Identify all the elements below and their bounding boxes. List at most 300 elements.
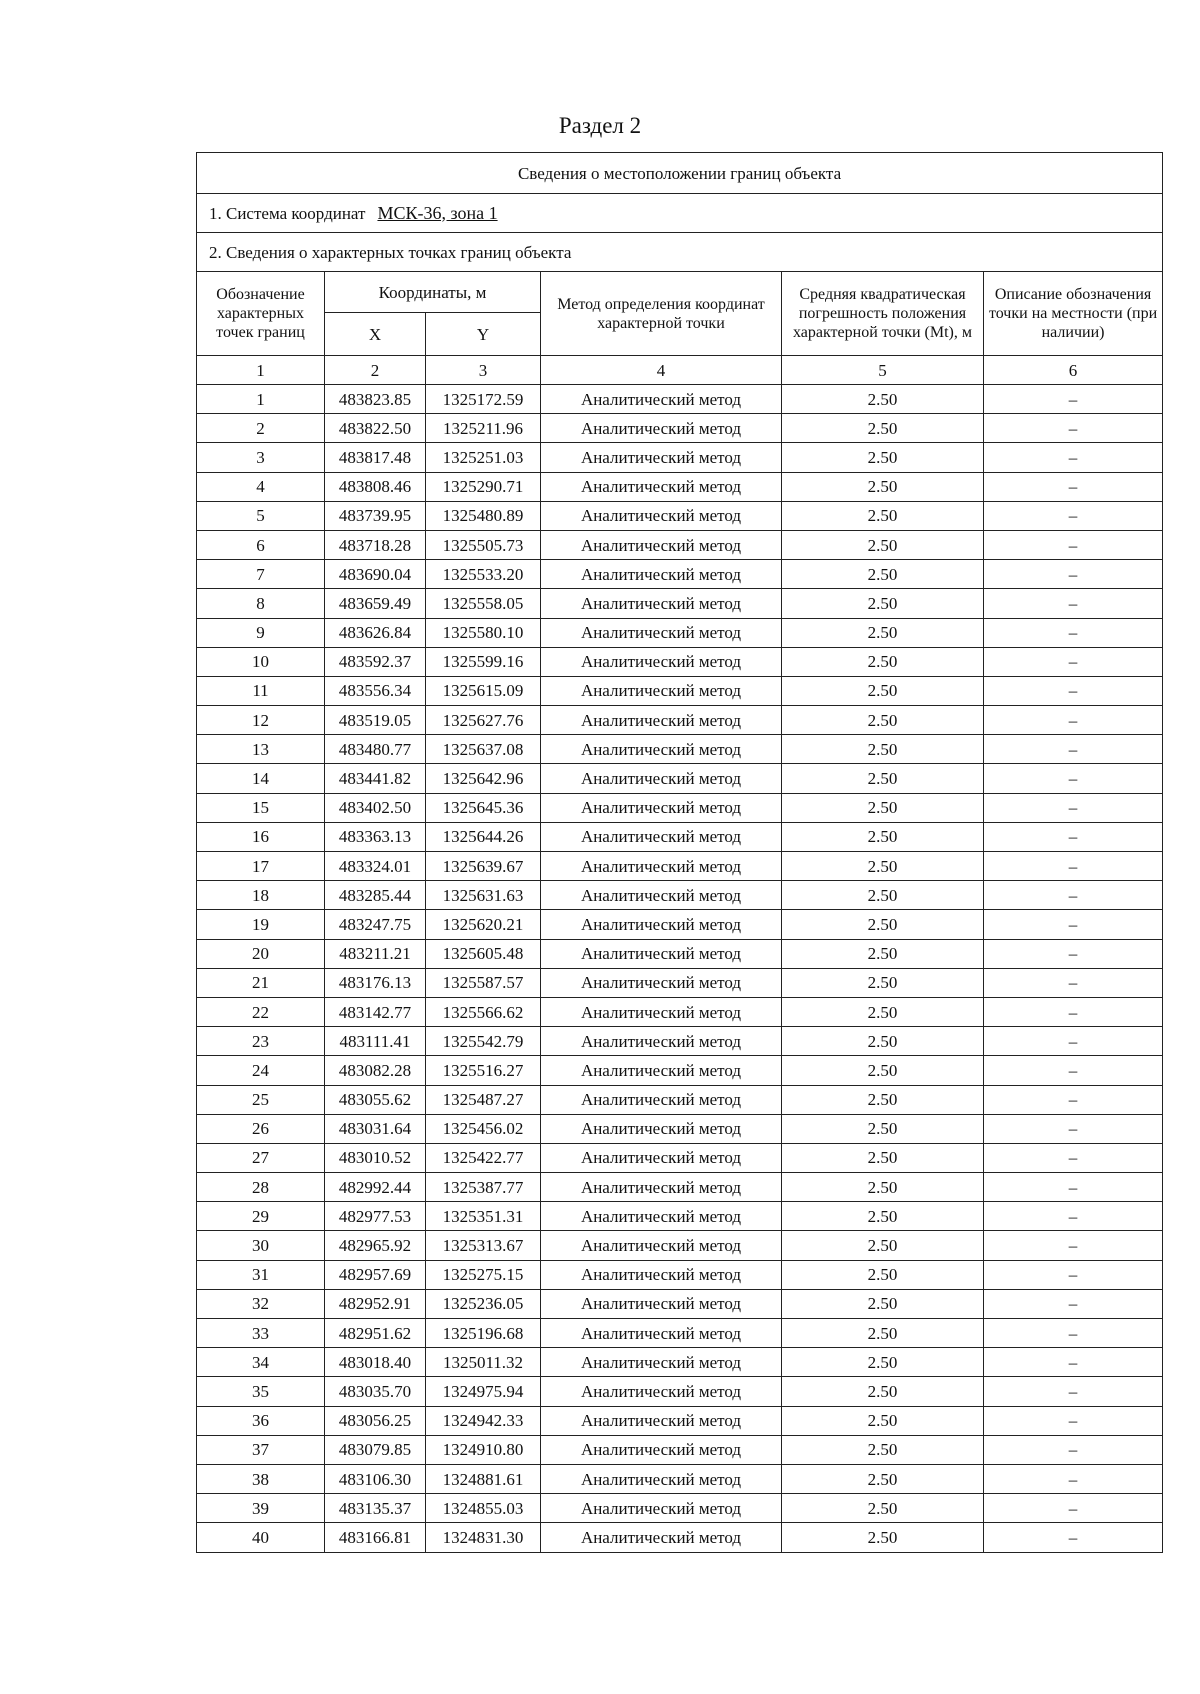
- table-row: [197, 1114, 1163, 1143]
- table-row: [197, 1435, 1163, 1464]
- y-coordinate-cell: 1325275.15: [426, 1260, 541, 1289]
- point-number-cell: 22: [197, 997, 325, 1026]
- method-cell: Аналитический метод: [541, 764, 782, 793]
- description-cell: –: [984, 910, 1163, 939]
- accuracy-cell: 2.50: [782, 706, 984, 735]
- accuracy-cell: 2.50: [782, 764, 984, 793]
- description-cell: –: [984, 1348, 1163, 1377]
- x-coordinate-cell: 483018.40: [325, 1348, 426, 1377]
- x-coordinate-cell: 483010.52: [325, 1143, 426, 1172]
- accuracy-cell: 2.50: [782, 1114, 984, 1143]
- header-method: Метод определения координат характерной точки: [541, 272, 782, 356]
- x-coordinate-cell: 483082.28: [325, 1056, 426, 1085]
- y-coordinate-cell: 1325637.08: [426, 735, 541, 764]
- table-row: [197, 939, 1163, 968]
- point-number-cell: 32: [197, 1289, 325, 1318]
- accuracy-cell: 2.50: [782, 1406, 984, 1435]
- method-cell: Аналитический метод: [541, 1289, 782, 1318]
- table-row: [197, 443, 1163, 472]
- point-number-cell: 18: [197, 881, 325, 910]
- coordinate-system-label: 1. Система координат: [209, 203, 366, 223]
- x-coordinate-cell: 482952.91: [325, 1289, 426, 1318]
- point-number-cell: 15: [197, 793, 325, 822]
- description-cell: –: [984, 1173, 1163, 1202]
- point-number-cell: 11: [197, 676, 325, 705]
- accuracy-cell: 2.50: [782, 1202, 984, 1231]
- x-coordinate-cell: 483823.85: [325, 385, 426, 414]
- accuracy-cell: 2.50: [782, 1348, 984, 1377]
- description-cell: –: [984, 1406, 1163, 1435]
- y-coordinate-cell: 1325587.57: [426, 968, 541, 997]
- header-y: Y: [426, 313, 541, 356]
- x-coordinate-cell: 483055.62: [325, 1085, 426, 1114]
- x-coordinate-cell: 483056.25: [325, 1406, 426, 1435]
- method-cell: Аналитический метод: [541, 1260, 782, 1289]
- point-number-cell: 34: [197, 1348, 325, 1377]
- x-coordinate-cell: 483626.84: [325, 618, 426, 647]
- y-coordinate-cell: 1325558.05: [426, 589, 541, 618]
- point-number-cell: 16: [197, 822, 325, 851]
- table-row: [197, 647, 1163, 676]
- header-coords: Координаты, м: [325, 272, 541, 313]
- y-coordinate-cell: 1325251.03: [426, 443, 541, 472]
- description-cell: –: [984, 647, 1163, 676]
- y-coordinate-cell: 1325236.05: [426, 1289, 541, 1318]
- x-coordinate-cell: 482957.69: [325, 1260, 426, 1289]
- table-row: [197, 822, 1163, 851]
- table-row: [197, 1027, 1163, 1056]
- point-number-cell: 7: [197, 560, 325, 589]
- x-coordinate-cell: 483166.81: [325, 1523, 426, 1552]
- description-cell: –: [984, 1319, 1163, 1348]
- column-number-cell: 4: [541, 356, 782, 385]
- method-cell: Аналитический метод: [541, 706, 782, 735]
- method-cell: Аналитический метод: [541, 735, 782, 764]
- y-coordinate-cell: 1325456.02: [426, 1114, 541, 1143]
- y-coordinate-cell: 1325505.73: [426, 530, 541, 559]
- point-number-cell: 8: [197, 589, 325, 618]
- accuracy-cell: 2.50: [782, 997, 984, 1026]
- accuracy-cell: 2.50: [782, 910, 984, 939]
- method-cell: Аналитический метод: [541, 1435, 782, 1464]
- y-coordinate-cell: 1325313.67: [426, 1231, 541, 1260]
- x-coordinate-cell: 483718.28: [325, 530, 426, 559]
- x-coordinate-cell: 483556.34: [325, 676, 426, 705]
- y-coordinate-cell: 1325387.77: [426, 1173, 541, 1202]
- table-row: [197, 968, 1163, 997]
- x-coordinate-cell: 482977.53: [325, 1202, 426, 1231]
- point-number-cell: 21: [197, 968, 325, 997]
- point-number-cell: 4: [197, 472, 325, 501]
- point-number-cell: 12: [197, 706, 325, 735]
- method-cell: Аналитический метод: [541, 793, 782, 822]
- accuracy-cell: 2.50: [782, 414, 984, 443]
- point-number-cell: 17: [197, 852, 325, 881]
- description-cell: –: [984, 618, 1163, 647]
- point-number-cell: 36: [197, 1406, 325, 1435]
- description-cell: –: [984, 676, 1163, 705]
- description-cell: –: [984, 793, 1163, 822]
- x-coordinate-cell: 483441.82: [325, 764, 426, 793]
- description-cell: –: [984, 1377, 1163, 1406]
- method-cell: Аналитический метод: [541, 1056, 782, 1085]
- x-coordinate-cell: 483247.75: [325, 910, 426, 939]
- y-coordinate-cell: 1325290.71: [426, 472, 541, 501]
- accuracy-cell: 2.50: [782, 1377, 984, 1406]
- x-coordinate-cell: 483211.21: [325, 939, 426, 968]
- point-number-cell: 10: [197, 647, 325, 676]
- point-number-cell: 13: [197, 735, 325, 764]
- accuracy-cell: 2.50: [782, 618, 984, 647]
- x-coordinate-cell: 482992.44: [325, 1173, 426, 1202]
- y-coordinate-cell: 1324881.61: [426, 1464, 541, 1493]
- accuracy-cell: 2.50: [782, 1085, 984, 1114]
- accuracy-cell: 2.50: [782, 968, 984, 997]
- table-row: [197, 1348, 1163, 1377]
- point-number-cell: 5: [197, 501, 325, 530]
- table-row: [197, 1319, 1163, 1348]
- point-number-cell: 38: [197, 1464, 325, 1493]
- y-coordinate-cell: 1324910.80: [426, 1435, 541, 1464]
- accuracy-cell: 2.50: [782, 560, 984, 589]
- method-cell: Аналитический метод: [541, 618, 782, 647]
- point-number-cell: 31: [197, 1260, 325, 1289]
- y-coordinate-cell: 1325639.67: [426, 852, 541, 881]
- accuracy-cell: 2.50: [782, 589, 984, 618]
- y-coordinate-cell: 1325172.59: [426, 385, 541, 414]
- description-cell: –: [984, 997, 1163, 1026]
- x-coordinate-cell: 483031.64: [325, 1114, 426, 1143]
- description-cell: –: [984, 1435, 1163, 1464]
- description-cell: –: [984, 385, 1163, 414]
- header-description: Описание обозначения точки на местности (при наличии): [984, 272, 1163, 356]
- table-row: [197, 735, 1163, 764]
- description-cell: –: [984, 1202, 1163, 1231]
- y-coordinate-cell: 1325631.63: [426, 881, 541, 910]
- table-row: [197, 1173, 1163, 1202]
- accuracy-cell: 2.50: [782, 1289, 984, 1318]
- x-coordinate-cell: 483402.50: [325, 793, 426, 822]
- description-cell: –: [984, 1085, 1163, 1114]
- y-coordinate-cell: 1325605.48: [426, 939, 541, 968]
- x-coordinate-cell: 483808.46: [325, 472, 426, 501]
- accuracy-cell: 2.50: [782, 822, 984, 851]
- accuracy-cell: 2.50: [782, 1231, 984, 1260]
- method-cell: Аналитический метод: [541, 910, 782, 939]
- y-coordinate-cell: 1325599.16: [426, 647, 541, 676]
- table-row: [197, 1289, 1163, 1318]
- table-row: [197, 881, 1163, 910]
- accuracy-cell: 2.50: [782, 1027, 984, 1056]
- point-number-cell: 40: [197, 1523, 325, 1552]
- table-row: [197, 1085, 1163, 1114]
- point-number-cell: 14: [197, 764, 325, 793]
- table-row: [197, 1406, 1163, 1435]
- point-number-cell: 28: [197, 1173, 325, 1202]
- method-cell: Аналитический метод: [541, 968, 782, 997]
- x-coordinate-cell: 483822.50: [325, 414, 426, 443]
- x-coordinate-cell: 483106.30: [325, 1464, 426, 1493]
- description-cell: –: [984, 472, 1163, 501]
- point-number-cell: 25: [197, 1085, 325, 1114]
- x-coordinate-cell: 483142.77: [325, 997, 426, 1026]
- accuracy-cell: 2.50: [782, 1435, 984, 1464]
- x-coordinate-cell: 483111.41: [325, 1027, 426, 1056]
- y-coordinate-cell: 1325566.62: [426, 997, 541, 1026]
- accuracy-cell: 2.50: [782, 852, 984, 881]
- description-cell: –: [984, 1231, 1163, 1260]
- accuracy-cell: 2.50: [782, 385, 984, 414]
- point-number-cell: 37: [197, 1435, 325, 1464]
- accuracy-cell: 2.50: [782, 647, 984, 676]
- x-coordinate-cell: 483690.04: [325, 560, 426, 589]
- accuracy-cell: 2.50: [782, 443, 984, 472]
- table-row: [197, 1523, 1163, 1552]
- x-coordinate-cell: 483285.44: [325, 881, 426, 910]
- method-cell: Аналитический метод: [541, 530, 782, 559]
- method-cell: Аналитический метод: [541, 822, 782, 851]
- point-number-cell: 35: [197, 1377, 325, 1406]
- point-number-cell: 6: [197, 530, 325, 559]
- accuracy-cell: 2.50: [782, 1173, 984, 1202]
- accuracy-cell: 2.50: [782, 735, 984, 764]
- accuracy-cell: 2.50: [782, 1260, 984, 1289]
- y-coordinate-cell: 1324831.30: [426, 1523, 541, 1552]
- point-number-cell: 2: [197, 414, 325, 443]
- method-cell: Аналитический метод: [541, 1464, 782, 1493]
- x-coordinate-cell: 483079.85: [325, 1435, 426, 1464]
- boundary-points-table: [196, 152, 1163, 1553]
- accuracy-cell: 2.50: [782, 676, 984, 705]
- y-coordinate-cell: 1325351.31: [426, 1202, 541, 1231]
- x-coordinate-cell: 483324.01: [325, 852, 426, 881]
- method-cell: Аналитический метод: [541, 1319, 782, 1348]
- table-row: [197, 1231, 1163, 1260]
- description-cell: –: [984, 1143, 1163, 1172]
- column-number-cell: 2: [325, 356, 426, 385]
- table-row: [197, 1377, 1163, 1406]
- points-heading: 2. Сведения о характерных точках границ объекта: [197, 233, 1163, 272]
- description-cell: –: [984, 939, 1163, 968]
- table-row: [197, 997, 1163, 1026]
- accuracy-cell: 2.50: [782, 1464, 984, 1493]
- coordinate-system-value: МСК-36, зона 1: [377, 202, 498, 223]
- accuracy-cell: 2.50: [782, 1319, 984, 1348]
- table-row: [197, 1056, 1163, 1085]
- table-row: [197, 1202, 1163, 1231]
- y-coordinate-cell: 1325011.32: [426, 1348, 541, 1377]
- x-coordinate-cell: 483519.05: [325, 706, 426, 735]
- description-cell: –: [984, 1289, 1163, 1318]
- point-number-cell: 23: [197, 1027, 325, 1056]
- point-number-cell: 9: [197, 618, 325, 647]
- method-cell: Аналитический метод: [541, 472, 782, 501]
- table-row: [197, 501, 1163, 530]
- x-coordinate-cell: 483176.13: [325, 968, 426, 997]
- y-coordinate-cell: 1325644.26: [426, 822, 541, 851]
- accuracy-cell: 2.50: [782, 1494, 984, 1523]
- description-cell: –: [984, 1027, 1163, 1056]
- description-cell: –: [984, 560, 1163, 589]
- method-cell: Аналитический метод: [541, 501, 782, 530]
- table-row: [197, 676, 1163, 705]
- accuracy-cell: 2.50: [782, 793, 984, 822]
- description-cell: –: [984, 852, 1163, 881]
- description-cell: –: [984, 414, 1163, 443]
- x-coordinate-cell: 483739.95: [325, 501, 426, 530]
- column-number-cell: 3: [426, 356, 541, 385]
- y-coordinate-cell: 1325642.96: [426, 764, 541, 793]
- y-coordinate-cell: 1325620.21: [426, 910, 541, 939]
- description-cell: –: [984, 1114, 1163, 1143]
- y-coordinate-cell: 1325627.76: [426, 706, 541, 735]
- section-title: Раздел 2: [558, 113, 642, 138]
- description-cell: –: [984, 1464, 1163, 1493]
- y-coordinate-cell: 1325422.77: [426, 1143, 541, 1172]
- accuracy-cell: 2.50: [782, 1143, 984, 1172]
- accuracy-cell: 2.50: [782, 881, 984, 910]
- accuracy-cell: 2.50: [782, 1523, 984, 1552]
- method-cell: Аналитический метод: [541, 414, 782, 443]
- x-coordinate-cell: 483135.37: [325, 1494, 426, 1523]
- method-cell: Аналитический метод: [541, 676, 782, 705]
- point-number-cell: 20: [197, 939, 325, 968]
- description-cell: –: [984, 443, 1163, 472]
- method-cell: Аналитический метод: [541, 443, 782, 472]
- table-row: [197, 910, 1163, 939]
- x-coordinate-cell: 483035.70: [325, 1377, 426, 1406]
- x-coordinate-cell: 483480.77: [325, 735, 426, 764]
- accuracy-cell: 2.50: [782, 1056, 984, 1085]
- table-row: [197, 764, 1163, 793]
- point-number-cell: 26: [197, 1114, 325, 1143]
- method-cell: Аналитический метод: [541, 1114, 782, 1143]
- method-cell: Аналитический метод: [541, 1143, 782, 1172]
- accuracy-cell: 2.50: [782, 530, 984, 559]
- description-cell: –: [984, 968, 1163, 997]
- method-cell: Аналитический метод: [541, 997, 782, 1026]
- x-coordinate-cell: 483659.49: [325, 589, 426, 618]
- method-cell: Аналитический метод: [541, 589, 782, 618]
- y-coordinate-cell: 1325211.96: [426, 414, 541, 443]
- point-number-cell: 3: [197, 443, 325, 472]
- header-x: X: [325, 313, 426, 356]
- description-cell: –: [984, 706, 1163, 735]
- y-coordinate-cell: 1325480.89: [426, 501, 541, 530]
- x-coordinate-cell: 482951.62: [325, 1319, 426, 1348]
- accuracy-cell: 2.50: [782, 939, 984, 968]
- x-coordinate-cell: 482965.92: [325, 1231, 426, 1260]
- x-coordinate-cell: 483817.48: [325, 443, 426, 472]
- table-row: [197, 852, 1163, 881]
- point-number-cell: 1: [197, 385, 325, 414]
- description-cell: –: [984, 1260, 1163, 1289]
- coordinate-system-row: [197, 194, 1163, 233]
- method-cell: Аналитический метод: [541, 647, 782, 676]
- table-row: [197, 618, 1163, 647]
- column-number-cell: 5: [782, 356, 984, 385]
- x-coordinate-cell: 483363.13: [325, 822, 426, 851]
- table-row: [197, 560, 1163, 589]
- point-number-cell: 33: [197, 1319, 325, 1348]
- method-cell: Аналитический метод: [541, 1202, 782, 1231]
- header-point: Обозначение характерных точек границ: [197, 272, 325, 356]
- y-coordinate-cell: 1325516.27: [426, 1056, 541, 1085]
- table-row: [197, 589, 1163, 618]
- table-row: [197, 793, 1163, 822]
- y-coordinate-cell: 1324855.03: [426, 1494, 541, 1523]
- column-number-cell: 6: [984, 356, 1163, 385]
- x-coordinate-cell: 483592.37: [325, 647, 426, 676]
- description-cell: –: [984, 1056, 1163, 1085]
- point-number-cell: 27: [197, 1143, 325, 1172]
- method-cell: Аналитический метод: [541, 881, 782, 910]
- y-coordinate-cell: 1325533.20: [426, 560, 541, 589]
- method-cell: Аналитический метод: [541, 939, 782, 968]
- description-cell: –: [984, 881, 1163, 910]
- table-row: [197, 1464, 1163, 1493]
- point-number-cell: 29: [197, 1202, 325, 1231]
- description-cell: –: [984, 735, 1163, 764]
- column-numbers-row: [197, 356, 1163, 385]
- column-number-cell: 1: [197, 356, 325, 385]
- method-cell: Аналитический метод: [541, 1494, 782, 1523]
- y-coordinate-cell: 1325580.10: [426, 618, 541, 647]
- table-row: [197, 1143, 1163, 1172]
- point-number-cell: 19: [197, 910, 325, 939]
- method-cell: Аналитический метод: [541, 852, 782, 881]
- method-cell: Аналитический метод: [541, 1027, 782, 1056]
- description-cell: –: [984, 530, 1163, 559]
- description-cell: –: [984, 1523, 1163, 1552]
- method-cell: Аналитический метод: [541, 1377, 782, 1406]
- point-number-cell: 30: [197, 1231, 325, 1260]
- accuracy-cell: 2.50: [782, 501, 984, 530]
- y-coordinate-cell: 1325615.09: [426, 676, 541, 705]
- y-coordinate-cell: 1325196.68: [426, 1319, 541, 1348]
- y-coordinate-cell: 1324975.94: [426, 1377, 541, 1406]
- point-number-cell: 24: [197, 1056, 325, 1085]
- method-cell: Аналитический метод: [541, 1173, 782, 1202]
- description-cell: –: [984, 764, 1163, 793]
- point-number-cell: 39: [197, 1494, 325, 1523]
- table-row: [197, 414, 1163, 443]
- description-cell: –: [984, 1494, 1163, 1523]
- method-cell: Аналитический метод: [541, 560, 782, 589]
- y-coordinate-cell: 1325487.27: [426, 1085, 541, 1114]
- method-cell: Аналитический метод: [541, 385, 782, 414]
- description-cell: –: [984, 501, 1163, 530]
- table-row: [197, 706, 1163, 735]
- description-cell: –: [984, 589, 1163, 618]
- table-row: [197, 1494, 1163, 1523]
- y-coordinate-cell: 1325645.36: [426, 793, 541, 822]
- header-accuracy: Средняя квадратическая погрешность положения характерной точки (Mt), м: [782, 272, 984, 356]
- method-cell: Аналитический метод: [541, 1085, 782, 1114]
- table-row: [197, 1260, 1163, 1289]
- table-banner: Сведения о местоположении границ объекта: [197, 153, 1163, 194]
- accuracy-cell: 2.50: [782, 472, 984, 501]
- description-cell: –: [984, 822, 1163, 851]
- method-cell: Аналитический метод: [541, 1348, 782, 1377]
- table-row: [197, 472, 1163, 501]
- method-cell: Аналитический метод: [541, 1523, 782, 1552]
- y-coordinate-cell: 1324942.33: [426, 1406, 541, 1435]
- method-cell: Аналитический метод: [541, 1231, 782, 1260]
- table-row: [197, 530, 1163, 559]
- method-cell: Аналитический метод: [541, 1406, 782, 1435]
- table-row: [197, 385, 1163, 414]
